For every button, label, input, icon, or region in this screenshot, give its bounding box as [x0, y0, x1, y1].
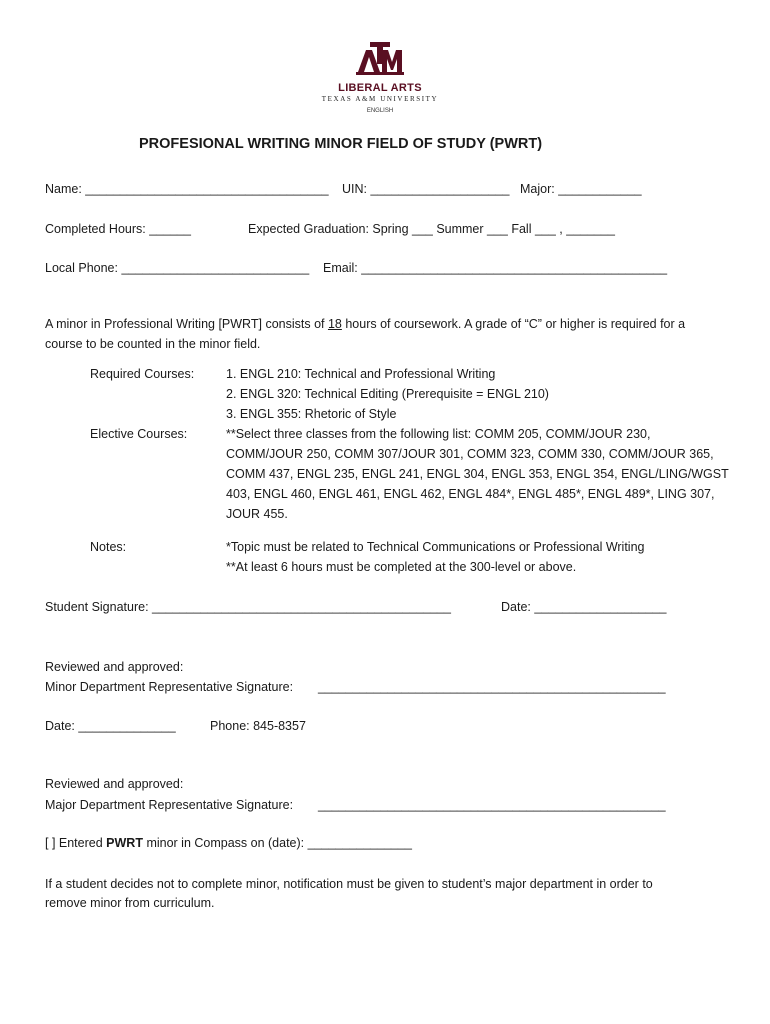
page-title: PROFESIONAL WRITING MINOR FIELD OF STUDY (PWRT)	[139, 136, 543, 152]
department-name: ENGLISH	[366, 108, 394, 114]
footer-line-1: If a student decides not to complete minor, notification must be given to student’s major department in order to	[45, 877, 653, 891]
student-signature-field[interactable]: Student Signature: ___________________________________________	[45, 600, 451, 614]
required-course-1: 1. ENGL 210: Technical and Professional Writing	[226, 367, 496, 381]
major-field[interactable]: Major: ____________	[520, 182, 642, 196]
note-1: *Topic must be related to Technical Communications or Professional Writing	[226, 540, 645, 554]
university-name: TEXAS A&M UNIVERSITY	[321, 95, 439, 103]
completed-hours-field[interactable]: Completed Hours: ______	[45, 222, 191, 236]
elective-line-3: COMM 437, ENGL 235, ENGL 241, ENGL 304, ENGL 353, ENGL 354, ENGL/LING/WGST	[226, 467, 729, 481]
elective-line-5: JOUR 455.	[226, 507, 288, 521]
email-field[interactable]: Email: ____________________________________________	[323, 261, 668, 275]
compass-pwrt: PWRT	[106, 836, 143, 850]
local-phone-field[interactable]: Local Phone: ___________________________	[45, 261, 310, 275]
notes-label: Notes:	[90, 540, 127, 554]
elective-courses-label: Elective Courses:	[90, 427, 188, 441]
minor-reviewed-label: Reviewed and approved:	[45, 660, 184, 674]
college-name: LIBERAL ARTS	[338, 82, 422, 94]
elective-line-4: 403, ENGL 460, ENGL 461, ENGL 462, ENGL 484*, ENGL 485*, ENGL 489*, LING 307,	[226, 487, 715, 501]
required-courses-label: Required Courses:	[90, 367, 195, 381]
intro-text-2: hours of coursework. A grade of “C” or higher is required for a course to be counted in the minor field.	[45, 317, 686, 351]
footer-line-2: remove minor from curriculum.	[45, 896, 215, 910]
intro-text-1: A minor in Professional Writing [PWRT] consists of	[45, 317, 328, 331]
student-date-field[interactable]: Date: ___________________	[501, 600, 667, 614]
uin-field[interactable]: UIN: ____________________	[342, 182, 510, 196]
compass-prefix: [ ] Entered	[45, 836, 107, 850]
atm-logo-icon	[356, 42, 404, 80]
major-signature-line[interactable]: __________________________________________________	[318, 798, 666, 812]
major-signature-label: Major Department Representative Signature:	[45, 798, 294, 812]
name-field[interactable]: Name: ___________________________________	[45, 182, 329, 196]
minor-phone: Phone: 845-8357	[210, 719, 306, 733]
required-course-3: 3. ENGL 355: Rhetoric of Style	[226, 407, 397, 421]
intro-hours: 18	[327, 317, 342, 331]
major-reviewed-label: Reviewed and approved:	[45, 777, 184, 791]
minor-date-field[interactable]: Date: ______________	[45, 719, 176, 733]
compass-entry[interactable]	[45, 835, 412, 851]
university-logo	[300, 42, 460, 120]
elective-line-2: COMM/JOUR 250, COMM 307/JOUR 301, COMM 323, COMM 330, COMM/JOUR 365,	[226, 447, 714, 461]
minor-signature-line[interactable]: __________________________________________________	[318, 680, 666, 694]
required-course-2: 2. ENGL 320: Technical Editing (Prerequisite = ENGL 210)	[226, 387, 549, 401]
note-2: **At least 6 hours must be completed at the 300-level or above.	[226, 560, 577, 574]
expected-graduation-field[interactable]: Expected Graduation: Spring ___ Summer ___ Fall ___ , _______	[248, 222, 615, 236]
minor-signature-label: Minor Department Representative Signature:	[45, 680, 294, 694]
elective-line-1: **Select three classes from the following list: COMM 205, COMM/JOUR 230,	[226, 427, 651, 441]
intro-paragraph	[45, 314, 720, 354]
compass-suffix: minor in Compass on (date): _______________	[142, 836, 412, 850]
